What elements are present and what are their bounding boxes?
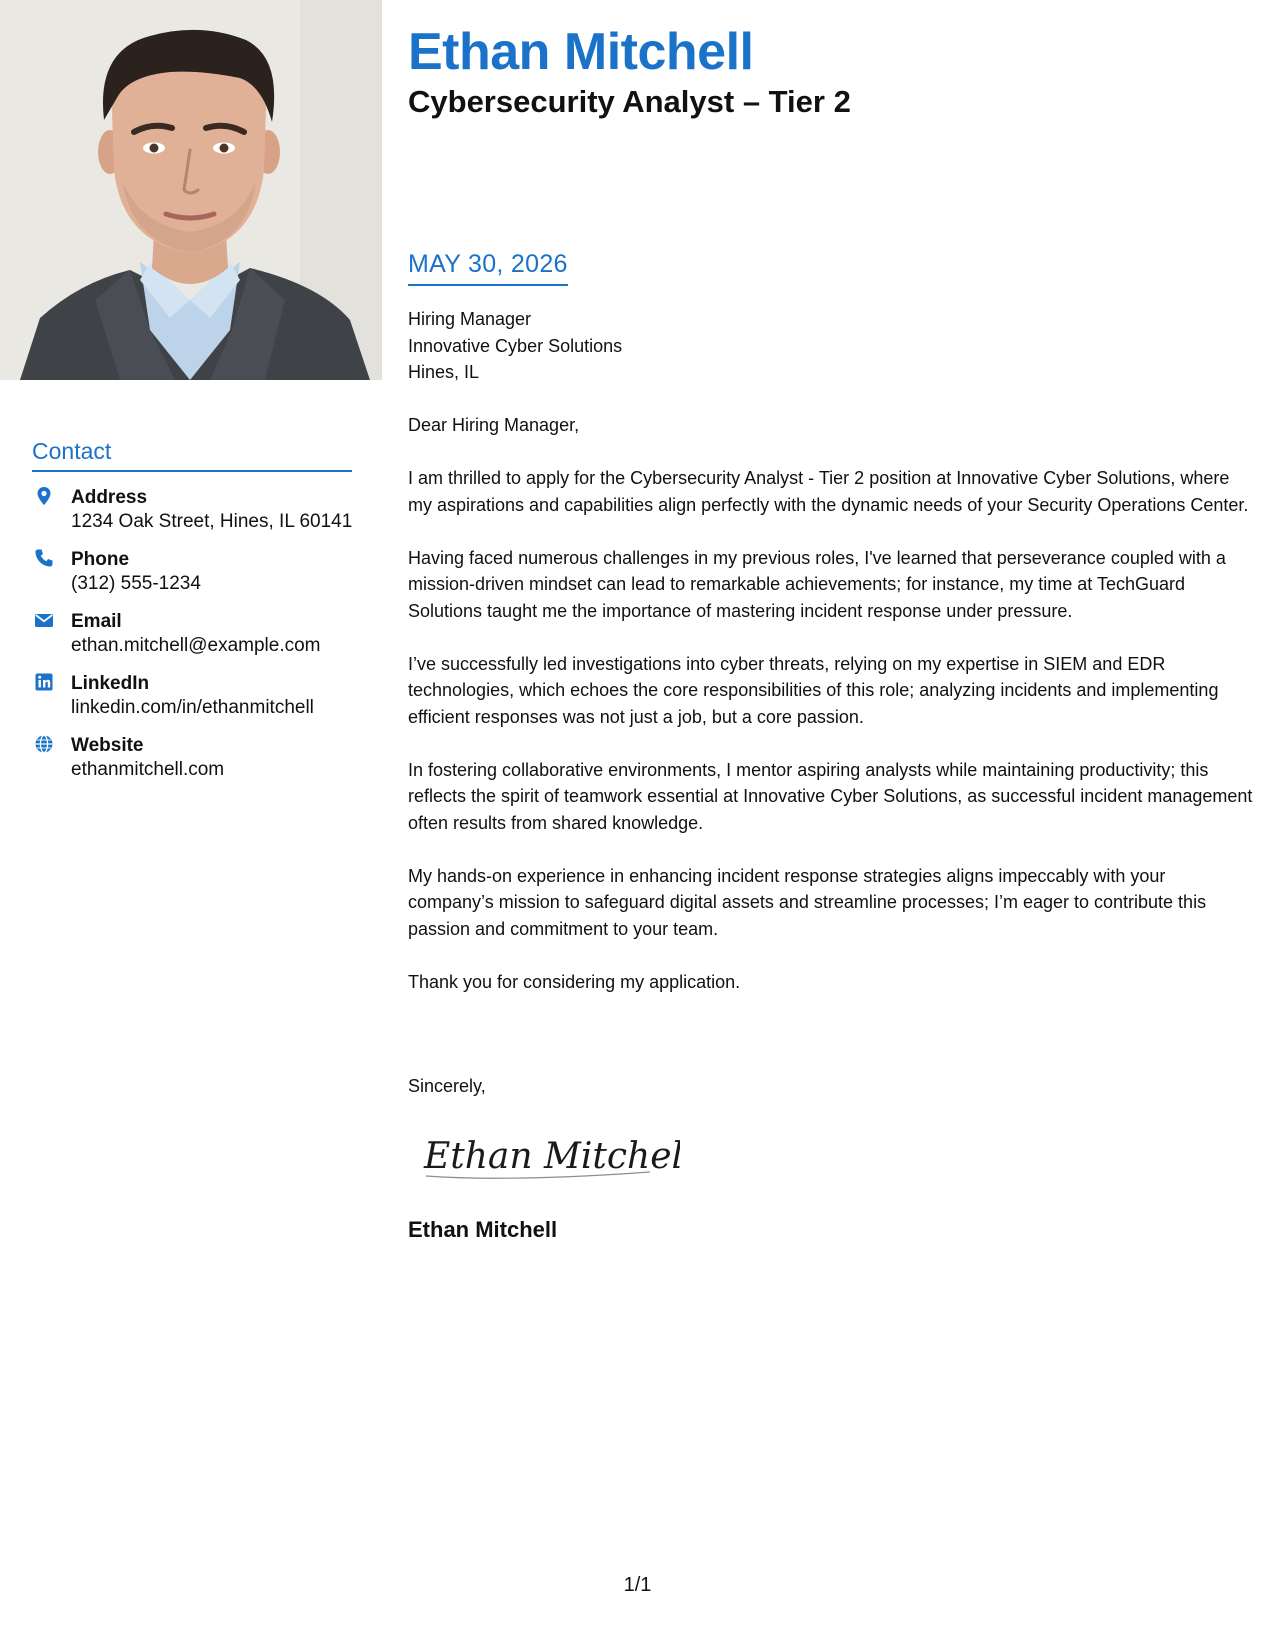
- contact-item-website: [32, 734, 352, 782]
- map-pin-icon: [34, 486, 54, 506]
- contact-label: Email: [71, 611, 122, 632]
- contact-item-linkedin: [32, 672, 352, 720]
- job-title: Cybersecurity Analyst – Tier 2: [408, 84, 851, 119]
- globe-icon: [34, 734, 54, 754]
- body-paragraph: I am thrilled to apply for the Cybersecurity Analyst - Tier 2 position at Innovative Cyber Solutions, where my aspirations and capabilities align perfectly with the dynamic needs of your Security Operations Center.: [408, 468, 1249, 515]
- applicant-name: Ethan Mitchell: [408, 23, 754, 81]
- profile-photo: [0, 0, 382, 380]
- body-paragraph: Having faced numerous challenges in my previous roles, I've learned that perseverance coupled with a mission-driven mindset can lead to remarkable achievements; for instance, my time at TechGuard Solutions taught me the importance of mastering incident response under pressure.: [408, 547, 1226, 621]
- page-number: 1/1: [623, 1574, 652, 1596]
- body-paragraph: Thank you for considering my application.: [408, 971, 741, 992]
- contact-section: [32, 436, 352, 796]
- linkedin-link[interactable]: linkedin.com/in/ethanmitchell: [71, 697, 314, 718]
- body-paragraph: I’ve successfully led investigations into cyber threats, relying on my expertise in SIEM and EDR technologies, which echoes the core responsibilities of this role; analyzing incidents and implementing efficient responses was not just a job, but a core passion.: [408, 653, 1219, 727]
- contact-item-phone: [32, 548, 352, 596]
- website-link[interactable]: ethanmitchell.com: [71, 759, 225, 780]
- email-link[interactable]: ethan.mitchell@example.com: [71, 635, 321, 656]
- contact-item-address: [32, 486, 352, 534]
- letter-date: MAY 30, 2026: [408, 248, 568, 286]
- signature-text: Ethan Mitchell: [424, 1136, 680, 1177]
- contact-label: Website: [71, 735, 144, 756]
- closing: Sincerely,: [408, 1076, 486, 1096]
- body-paragraph: In fostering collaborative environments, I mentor aspiring analysts while maintaining productivity; this reflects the spirit of teamwork essential at Innovative Cyber Solutions, as successful incident management often results from shared knowledge.: [408, 759, 1253, 833]
- body-paragraph: My hands-on experience in enhancing incident response strategies aligns impeccably with your company’s mission to safeguard digital assets and streamline processes; I’m eager to contribute this passion and commitment to your team.: [408, 865, 1207, 939]
- contact-label: LinkedIn: [71, 673, 150, 694]
- envelope-icon: [34, 610, 54, 630]
- contact-label: Phone: [71, 549, 130, 570]
- recipient-block: [408, 306, 1228, 386]
- recipient-company: Innovative Cyber Solutions: [408, 335, 623, 356]
- letter-body: [408, 412, 1256, 1022]
- contact-label: Address: [71, 487, 148, 508]
- contact-item-email: [32, 610, 352, 658]
- address-value: 1234 Oak Street, Hines, IL 60141: [71, 511, 353, 532]
- phone-value: (312) 555-1234: [71, 573, 201, 594]
- linkedin-icon: [34, 672, 54, 692]
- portrait-illustration: [0, 0, 382, 380]
- recipient-location: Hines, IL: [408, 362, 480, 382]
- contact-heading: Contact: [32, 436, 352, 472]
- recipient-title: Hiring Manager: [408, 309, 532, 329]
- salutation: Dear Hiring Manager,: [408, 415, 580, 435]
- handwritten-signature: [420, 1126, 680, 1186]
- phone-icon: [34, 548, 54, 568]
- signer-name: Ethan Mitchell: [408, 1217, 558, 1242]
